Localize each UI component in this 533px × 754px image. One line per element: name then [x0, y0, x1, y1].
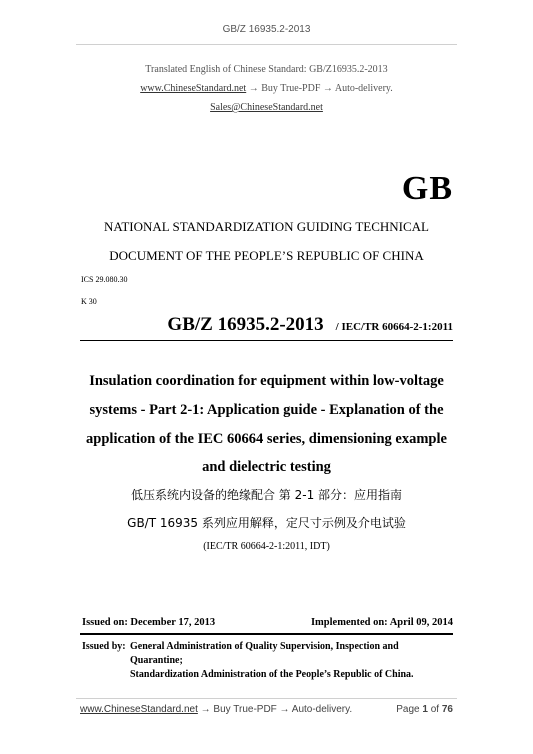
- email-line: [0, 102, 533, 113]
- title-en-line-1: Insulation coordination for equipment within low-voltage: [89, 373, 444, 389]
- purchase-text: → Buy True-PDF → Auto-delivery.: [248, 83, 393, 94]
- title-en-line-2: systems - Part 2-1: Application guide - Explanation of the: [89, 402, 444, 418]
- ics-code: ICS 29.080.30: [81, 275, 128, 284]
- title-en-line-4: and dielectric testing: [202, 459, 331, 475]
- page-of: of: [430, 704, 440, 715]
- standard-number-line: [167, 314, 453, 336]
- adoption-note: (IEC/TR 60664-2-1:2011, IDT): [203, 541, 330, 552]
- gb-mark: GB: [401, 170, 453, 207]
- issuer-line-2: Quarantine;: [130, 655, 183, 666]
- issuer-line-1: General Administration of Quality Supervision, Inspection and: [130, 641, 399, 652]
- page-label: Page: [396, 704, 420, 715]
- equivalent-standard: / IEC/TR 60664-2-1:2011: [335, 321, 453, 333]
- issued-on: Issued on: December 17, 2013: [82, 617, 216, 628]
- org-line-1: NATIONAL STANDARDIZATION GUIDING TECHNICAL: [103, 219, 429, 234]
- implemented-on: Implemented on: April 09, 2014: [310, 617, 453, 628]
- standard-number: GB/Z 16935.2-2013: [167, 314, 324, 335]
- title-en-line-3: application of the IEC 60664 series, dimensioning example: [86, 431, 447, 447]
- title-divider: [80, 340, 453, 341]
- footer-purchase-text: → Buy True-PDF → Auto-delivery.: [200, 704, 353, 715]
- sales-email-link[interactable]: Sales@ChineseStandard.net: [210, 102, 323, 113]
- translation-notice: Translated English of Chinese Standard: GB/Z16935.2-2013: [145, 64, 388, 75]
- title-zh-line-1: 低压系统内设备的绝缘配合 第 2-1 部分：应用指南: [130, 488, 403, 502]
- title-zh-line-2: GB/T 16935 系列应用解释，定尺寸示例及介电试验: [127, 516, 406, 530]
- running-header: GB/Z 16935.2-2013: [222, 24, 311, 35]
- k-code: K 30: [81, 297, 97, 306]
- page-current: 1: [422, 704, 428, 715]
- header-divider: [76, 44, 457, 45]
- footer-purchase-line: [80, 704, 352, 715]
- issuer-line-3: Standardization Administration of the People’s Republic of China.: [130, 669, 414, 680]
- dates-divider: [80, 633, 453, 635]
- purchase-line: [0, 83, 533, 94]
- issued-by-label: Issued by:: [82, 641, 126, 652]
- org-line-2: DOCUMENT OF THE PEOPLE’S REPUBLIC OF CHINA: [109, 248, 424, 263]
- site-link[interactable]: www.ChineseStandard.net: [140, 83, 247, 94]
- page-indicator: [396, 704, 453, 715]
- page-total: 76: [441, 704, 453, 715]
- footer-divider: [76, 698, 457, 699]
- footer-site-link[interactable]: www.ChineseStandard.net: [80, 704, 198, 715]
